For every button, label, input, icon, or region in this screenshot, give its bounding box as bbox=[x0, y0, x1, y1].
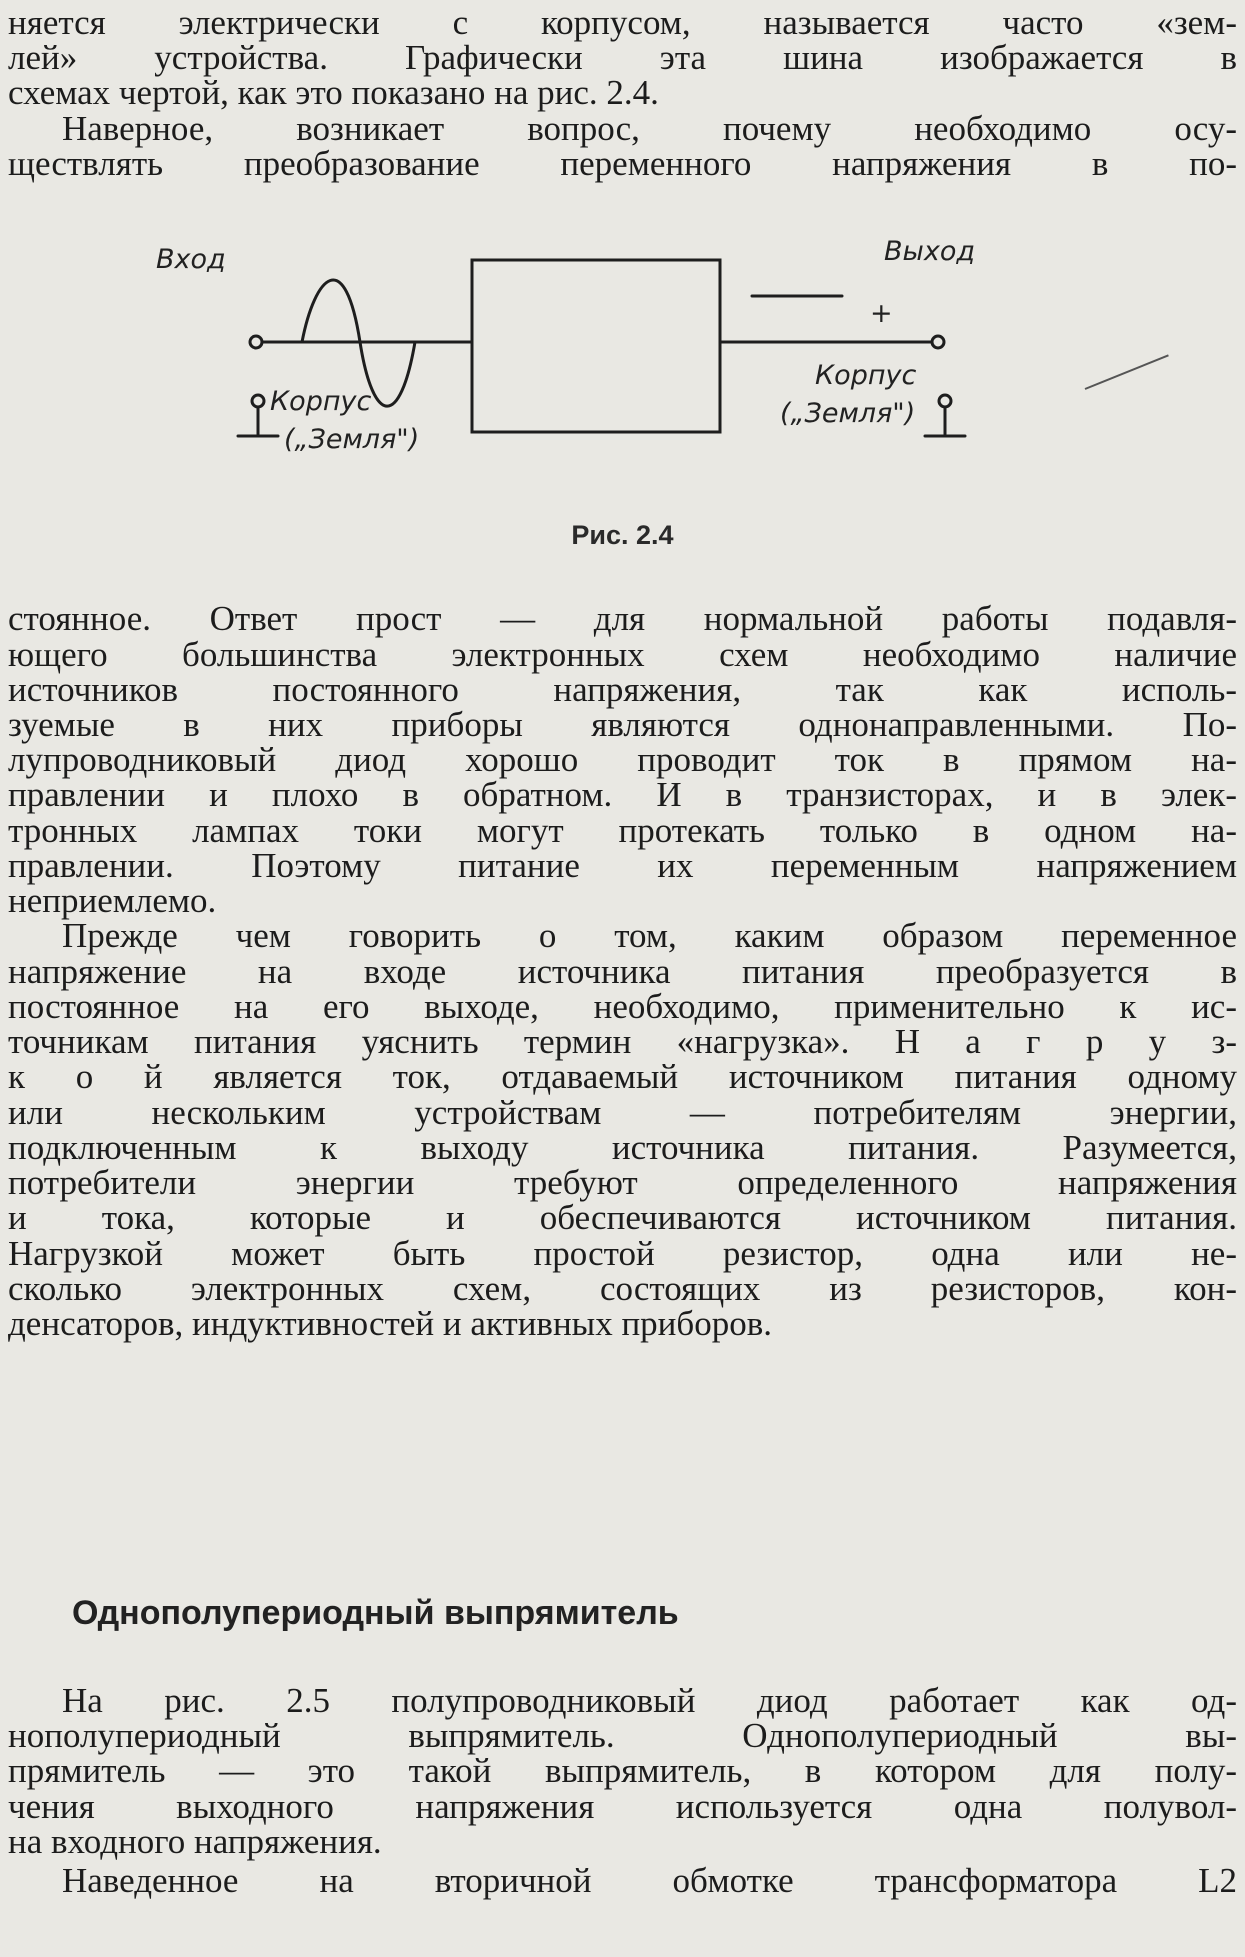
text-line: лей» устройства. Графически эта шина изображается в bbox=[8, 38, 1237, 77]
text-line: нополупериодный выпрямитель. Однополупериодный вы- bbox=[8, 1716, 1237, 1755]
text-line: на входного напряжения. bbox=[8, 1822, 382, 1861]
input-terminal bbox=[250, 336, 262, 348]
text-line: прямитель — это такой выпрямитель, в котором для полу- bbox=[8, 1751, 1237, 1790]
text-line: источников постоянного напряжения, так как исполь- bbox=[8, 670, 1237, 709]
text-line: ющего большинства электронных схем необходимо наличие bbox=[8, 635, 1237, 674]
text-line: к о й является ток, отдаваемый источником питания одному bbox=[8, 1057, 1237, 1096]
text-line: или нескольким устройствам — потребителям энергии, bbox=[8, 1093, 1237, 1132]
case-label-left: Корпус bbox=[270, 386, 372, 417]
section-heading: Однополупериодный выпрямитель bbox=[72, 1594, 679, 1632]
text-line: ществлять преобразование переменного напряжения в по- bbox=[8, 144, 1237, 183]
text-line: денсаторов, индуктивностей и активных приборов. bbox=[8, 1304, 772, 1343]
output-terminal bbox=[932, 336, 944, 348]
ground-label-left: („Земля") bbox=[284, 424, 420, 455]
text-line: Прежде чем говорить о том, каким образом переменное bbox=[62, 916, 1237, 955]
text-line: схемах чертой, как это показано на рис. 2.4. bbox=[8, 73, 659, 112]
text-line: чения выходного напряжения используется одна полувол- bbox=[8, 1787, 1237, 1826]
text-line: потребители энергии требуют определенного напряжения bbox=[8, 1163, 1237, 1202]
text-line: лупроводниковый диод хорошо проводит ток в прямом на- bbox=[8, 740, 1237, 779]
text-line: Наверное, возникает вопрос, почему необходимо осу- bbox=[62, 109, 1237, 148]
block-diagram bbox=[156, 236, 1060, 490]
text-line: На рис. 2.5 полупроводниковый диод работает как од- bbox=[62, 1681, 1237, 1720]
text-line: правлении и плохо в обратном. И в транзисторах, и в элек- bbox=[8, 775, 1237, 814]
ground-terminal-right bbox=[939, 395, 951, 407]
text-line: правлении. Поэтому питание их переменным напряжением bbox=[8, 846, 1237, 885]
plus-sign: + bbox=[870, 298, 893, 329]
text-line: тронных лампах токи могут протекать только в одном на- bbox=[8, 811, 1237, 850]
output-label: Выход bbox=[884, 236, 976, 267]
ground-label-right: („Земля") bbox=[780, 398, 916, 429]
text-line: няется электрически с корпусом, называется часто «зем- bbox=[8, 3, 1237, 42]
input-label: Вход bbox=[156, 244, 226, 275]
text-line: неприемлемо. bbox=[8, 881, 217, 920]
text-line: сколько электронных схем, состоящих из резисторов, кон- bbox=[8, 1269, 1237, 1308]
text-line: зуемые в них приборы являются однонаправленными. По- bbox=[8, 705, 1237, 744]
ground-terminal-left bbox=[252, 395, 264, 407]
text-line: точникам питания уяснить термин «нагрузка». Н а г р у з- bbox=[8, 1022, 1237, 1061]
text-line: подключенным к выходу источника питания. Разумеется, bbox=[8, 1128, 1237, 1167]
converter-box bbox=[472, 260, 720, 432]
text-line: напряжение на входе источника питания преобразуется в bbox=[8, 952, 1237, 991]
stray-mark bbox=[1085, 354, 1169, 390]
text-line: постоянное на его выходе, необходимо, применительно к ис- bbox=[8, 987, 1237, 1026]
figure-caption: Рис. 2.4 bbox=[571, 520, 674, 550]
text-line: и тока, которые и обеспечиваются источником питания. bbox=[8, 1198, 1237, 1237]
text-line: стоянное. Ответ прост — для нормальной работы подавля- bbox=[8, 599, 1237, 638]
case-label-right: Корпус bbox=[815, 360, 917, 391]
text-line: Нагрузкой может быть простой резистор, одна или не- bbox=[8, 1234, 1237, 1273]
figure-2-4 bbox=[156, 236, 1060, 490]
text-line: Наведенное на вторичной обмотке трансформатора L2 bbox=[62, 1861, 1237, 1900]
